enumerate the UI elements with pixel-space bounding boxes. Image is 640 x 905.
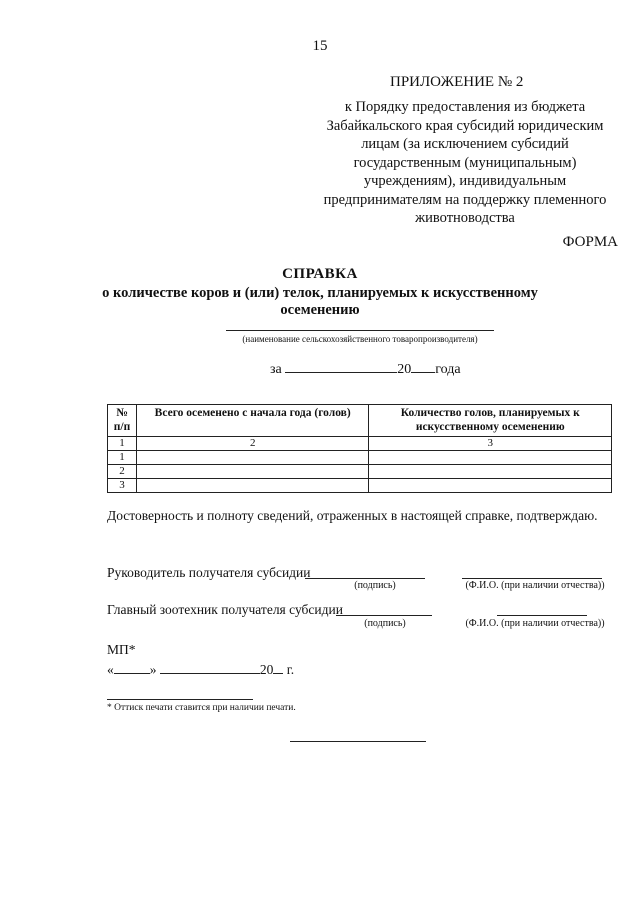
appendix-line: Забайкальского края субсидий юридическим — [326, 117, 604, 134]
zootechnician-signature-field[interactable] — [336, 615, 432, 616]
document-title: СПРАВКА — [282, 266, 358, 282]
zootechnician-name-field[interactable] — [497, 615, 587, 616]
period-blank-field[interactable] — [285, 358, 397, 373]
producer-name-caption: (наименование сельскохозяйственного товаропроизводителя) — [242, 334, 478, 344]
table-row — [108, 465, 612, 479]
period-year-prefix: 20 — [397, 362, 412, 377]
planned-cell[interactable] — [369, 451, 612, 465]
footnote: * Оттиск печати ставится при наличии печати. — [107, 703, 296, 713]
confirmation-text: Достоверность и полноту сведений, отраженных в настоящей справке, подтверждаю. — [107, 508, 598, 523]
period-year-field[interactable] — [411, 358, 435, 373]
header-planned-line: Количество голов, планируемых к — [400, 407, 580, 419]
column-number: 1 — [108, 437, 137, 451]
table-row — [108, 479, 612, 493]
appendix-line: предпринимателям на поддержку племенного — [323, 191, 607, 208]
appendix-line: государственным (муниципальным) — [353, 154, 577, 171]
end-divider — [290, 741, 426, 742]
date-line — [107, 660, 294, 678]
row-number: 3 — [108, 479, 137, 493]
header-planned-line: искусственному осеменению — [415, 421, 565, 433]
row-number: 2 — [108, 465, 137, 479]
column-number: 3 — [369, 437, 612, 451]
planned-cell[interactable] — [369, 479, 612, 493]
page-number: 15 — [312, 38, 328, 54]
header-inseminated-total — [136, 405, 368, 437]
header-number-line: п/п — [113, 421, 131, 433]
zootechnician-name-caption: (Ф.И.О. (при наличии отчества)) — [465, 618, 605, 629]
zootechnician-signature-caption: (подпись) — [364, 618, 406, 629]
head-name-caption: (Ф.И.О. (при наличии отчества)) — [465, 580, 605, 591]
date-close-quote: » — [149, 662, 157, 677]
head-signature-caption: (подпись) — [354, 580, 396, 591]
inseminated-cell[interactable] — [136, 465, 368, 479]
date-open-quote: « — [107, 662, 114, 677]
date-year-field[interactable] — [273, 660, 283, 674]
date-day-field[interactable] — [114, 660, 150, 674]
period-suffix: года — [435, 362, 461, 377]
head-signature-field[interactable] — [305, 578, 425, 579]
head-signature-label: Руководитель получателя субсидии — [107, 565, 311, 580]
stamp-label: МП* — [107, 642, 136, 657]
planned-cell[interactable] — [369, 465, 612, 479]
document-subtitle — [100, 285, 540, 319]
subtitle-line: о количестве коров и (или) телок, планируемых к искусственному — [102, 285, 538, 301]
appendix-line: учреждениям), индивидуальным — [363, 173, 567, 189]
appendix-line: животноводства — [415, 210, 515, 226]
header-number — [108, 405, 137, 437]
subtitle-line: осеменению — [280, 302, 360, 318]
header-number-line: № — [116, 407, 128, 419]
header-planned-count — [369, 405, 612, 437]
table-header-row — [108, 405, 612, 437]
footnote-divider — [107, 699, 253, 700]
date-year-prefix: 20 — [259, 662, 274, 677]
head-name-field[interactable] — [462, 578, 602, 579]
producer-name-field[interactable] — [226, 330, 494, 331]
appendix-description — [300, 98, 630, 228]
data-table — [107, 404, 612, 493]
inseminated-cell[interactable] — [136, 479, 368, 493]
column-numbers-row — [108, 437, 612, 451]
appendix-title: ПРИЛОЖЕНИЕ № 2 — [390, 74, 524, 90]
date-year-suffix: г. — [286, 662, 295, 677]
date-month-field[interactable] — [160, 660, 260, 674]
inseminated-cell[interactable] — [136, 451, 368, 465]
appendix-line: к Порядку предоставления из бюджета — [344, 99, 586, 115]
row-number: 1 — [108, 451, 137, 465]
form-label: ФОРМА — [562, 234, 618, 250]
column-number: 2 — [136, 437, 368, 451]
period-line — [270, 358, 461, 378]
header-inseminated-line: Всего осеменено с начала года (голов) — [154, 407, 351, 419]
appendix-line: лицам (за исключением субсидий — [361, 136, 569, 152]
zootechnician-signature-label: Главный зоотехник получателя субсидии — [107, 602, 343, 617]
period-prefix: за — [270, 362, 282, 377]
table-row — [108, 451, 612, 465]
